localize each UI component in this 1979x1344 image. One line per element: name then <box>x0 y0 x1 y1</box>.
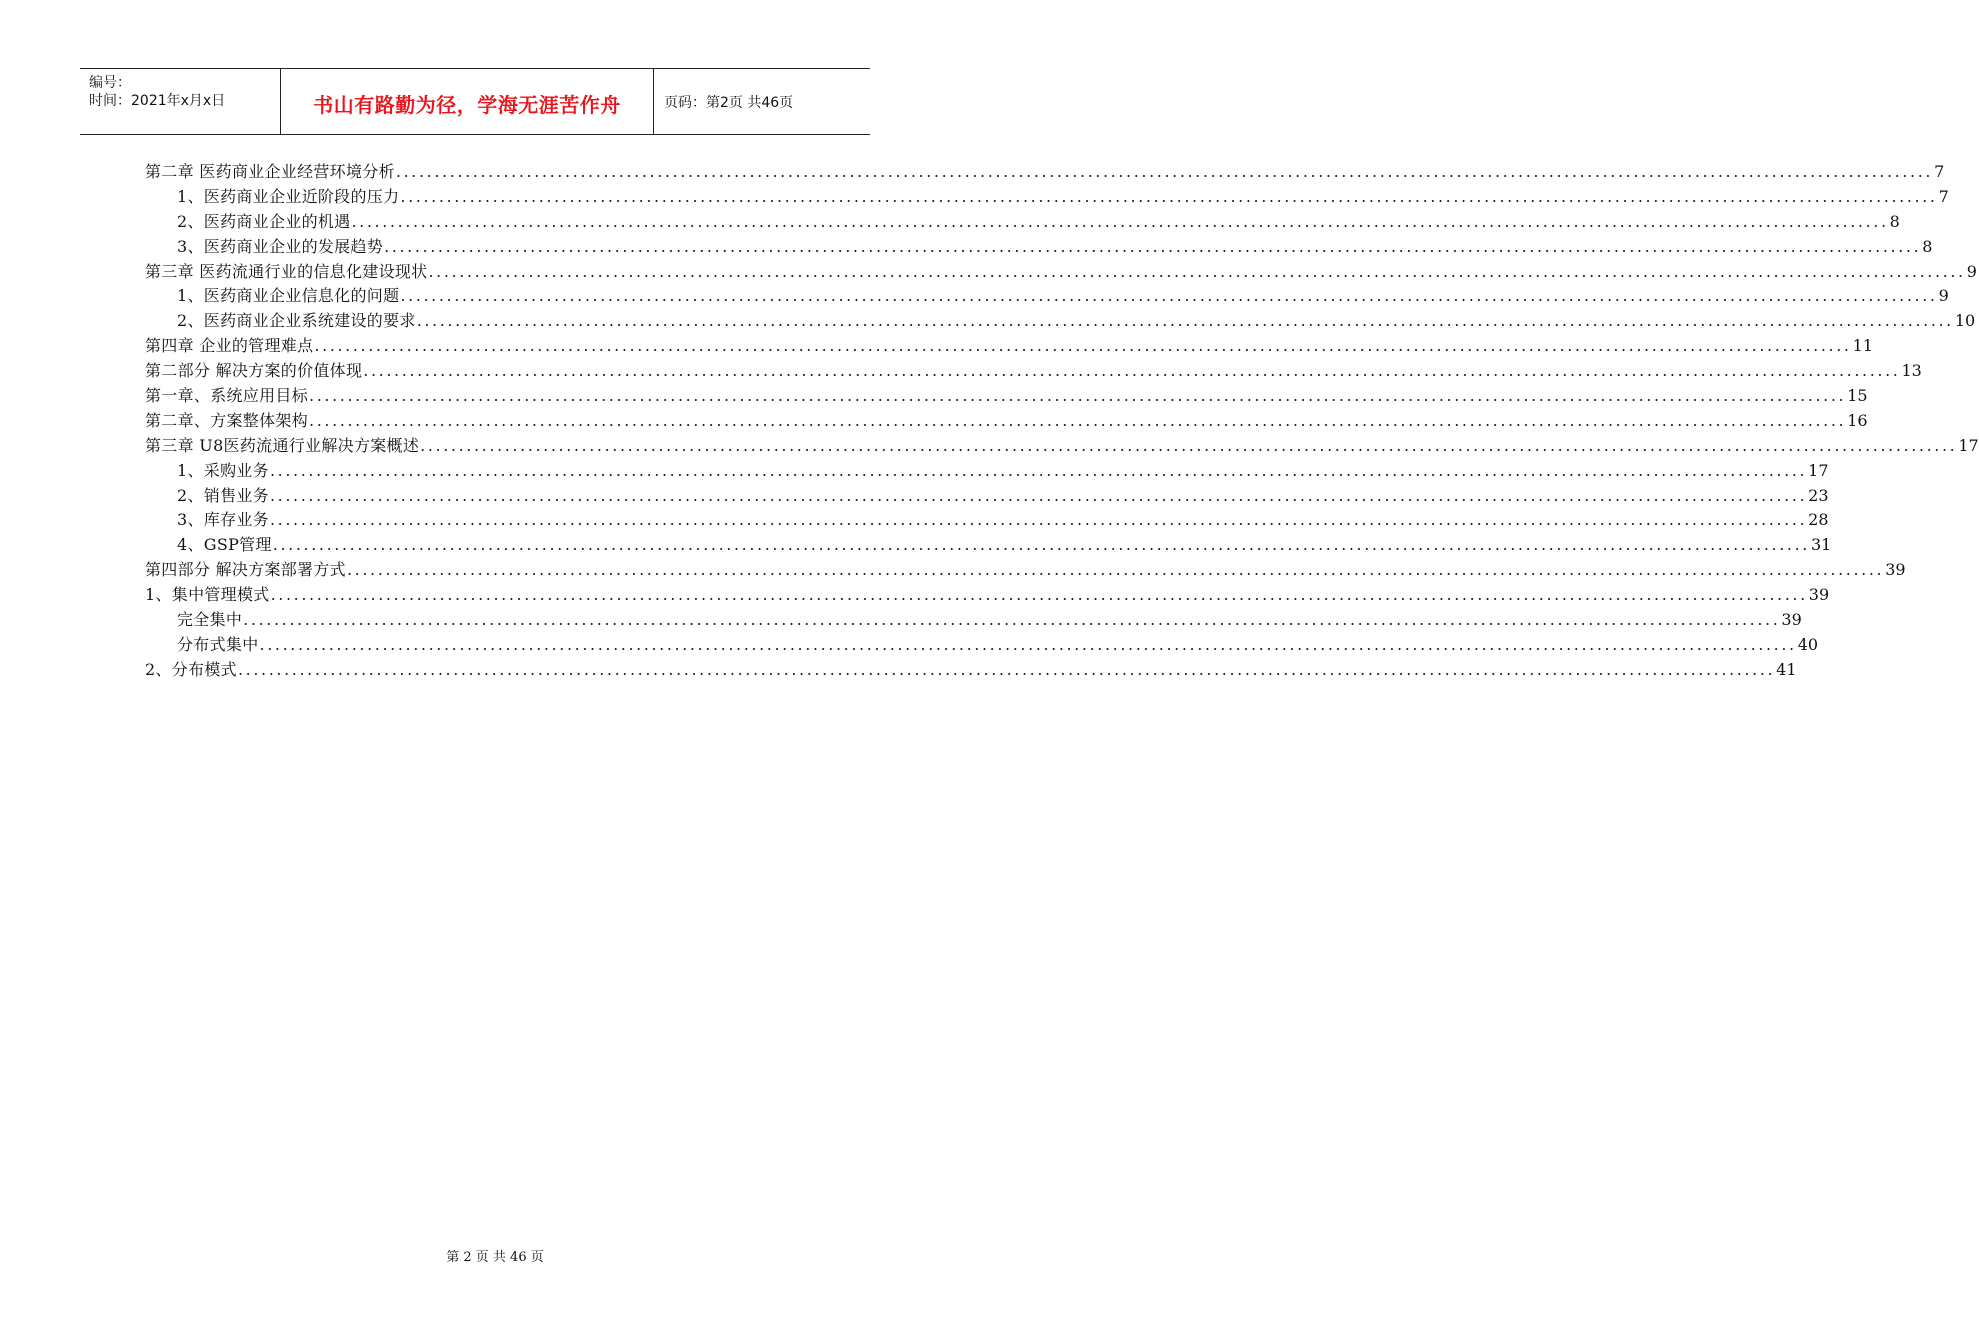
toc-entry-title: 第四部分 解决方案部署方式 <box>145 560 346 580</box>
toc-dot-leader: ........................................................................................................................................................................................................ <box>420 435 1958 455</box>
toc-dot-leader: ........................................................................................................................................................................................................ <box>384 236 1922 256</box>
document-number-label: 编号： <box>89 75 131 91</box>
toc-entry[interactable] <box>145 409 1868 434</box>
toc-dot-leader: ........................................................................................................................................................................................................ <box>269 460 1808 480</box>
toc-entry-page: 16 <box>1847 410 1868 430</box>
toc-entry-page: 23 <box>1808 485 1829 505</box>
toc-entry-title: 3、医药商业企业的发展趋势 <box>177 236 384 256</box>
toc-dot-leader: ........................................................................................................................................................................................................ <box>237 659 1776 679</box>
toc-entry[interactable] <box>145 459 1829 484</box>
toc-entry-title: 分布式集中 <box>177 634 259 654</box>
page-footer: 第 2 页 共 46 页 <box>446 1250 544 1265</box>
toc-entry[interactable] <box>145 434 1979 459</box>
toc-entry-title: 1、集中管理模式 <box>145 585 270 605</box>
toc-dot-leader: ........................................................................................................................................................................................................ <box>347 560 1885 580</box>
toc-entry[interactable] <box>145 608 1802 633</box>
toc-entry-title: 3、库存业务 <box>177 510 269 530</box>
toc-entry-page: 8 <box>1922 236 1933 256</box>
toc-entry-page: 40 <box>1797 634 1819 654</box>
toc-entry[interactable] <box>145 260 1977 285</box>
toc-entry[interactable] <box>145 334 1873 359</box>
toc-entry-title: 2、分布模式 <box>145 659 237 679</box>
toc-entry-title: 第三章 U8医药流通行业解决方案概述 <box>145 435 420 455</box>
toc-entry[interactable] <box>145 384 1868 409</box>
toc-entry[interactable] <box>145 633 1819 658</box>
toc-entry[interactable] <box>145 533 1832 558</box>
toc-entry-title: 第二部分 解决方案的价值体现 <box>145 361 363 381</box>
toc-entry[interactable] <box>145 185 1949 210</box>
toc-entry[interactable] <box>145 235 1933 260</box>
toc-dot-leader: ........................................................................................................................................................................................................ <box>309 386 1847 406</box>
toc-entry[interactable] <box>145 583 1830 608</box>
toc-entry[interactable] <box>145 658 1797 683</box>
toc-entry-page: 31 <box>1810 535 1832 555</box>
toc-entry-page: 39 <box>1885 560 1906 580</box>
page-header <box>80 68 870 135</box>
toc-entry-title: 第二章、方案整体架构 <box>145 410 309 430</box>
toc-dot-leader: ........................................................................................................................................................................................................ <box>269 510 1808 530</box>
toc-entry-title: 第四章 企业的管理难点 <box>145 336 314 356</box>
toc-dot-leader: ........................................................................................................................................................................................................ <box>416 311 1954 331</box>
toc-entry-page: 13 <box>1901 361 1922 381</box>
toc-dot-leader: ........................................................................................................................................................................................................ <box>243 610 1781 630</box>
toc-dot-leader: ........................................................................................................................................................................................................ <box>259 634 1797 654</box>
toc-entry-page: 11 <box>1852 336 1873 356</box>
toc-entry-title: 第三章 医药流通行业的信息化建设现状 <box>145 261 428 281</box>
toc-dot-leader: ........................................................................................................................................................................................................ <box>395 162 1934 181</box>
toc-dot-leader: ........................................................................................................................................................................................................ <box>269 485 1808 505</box>
toc-entry-page: 8 <box>1889 211 1900 231</box>
toc-entry-page: 15 <box>1847 386 1868 406</box>
toc-entry-title: 2、医药商业企业系统建设的要求 <box>177 311 416 331</box>
toc-entry[interactable] <box>145 210 1900 235</box>
header-middle-cell <box>281 69 654 134</box>
toc-entry-title: 1、采购业务 <box>177 460 269 480</box>
table-of-contents <box>145 160 1979 683</box>
toc-entry-title: 1、医药商业企业信息化的问题 <box>177 286 400 306</box>
toc-entry-title: 第一章、系统应用目标 <box>145 386 309 406</box>
toc-entry-page: 39 <box>1781 610 1802 630</box>
toc-entry-page: 10 <box>1954 311 1976 331</box>
toc-dot-leader: ........................................................................................................................................................................................................ <box>428 261 1966 281</box>
header-right-cell <box>654 69 870 134</box>
toc-entry-page: 41 <box>1776 659 1797 679</box>
toc-entry[interactable] <box>145 484 1829 509</box>
toc-entry[interactable] <box>145 160 1945 185</box>
toc-entry-title: 1、医药商业企业近阶段的压力 <box>177 186 400 206</box>
header-page-info: 页码：第2页 共46页 <box>664 94 794 111</box>
header-left-cell <box>80 69 281 134</box>
toc-entry-title: 完全集中 <box>177 610 243 630</box>
toc-entry-page: 17 <box>1958 435 1979 455</box>
toc-entry-page: 9 <box>1938 286 1949 306</box>
toc-entry-page: 39 <box>1808 585 1830 605</box>
toc-entry-page: 7 <box>1938 186 1949 206</box>
toc-entry-title: 2、医药商业企业的机遇 <box>177 211 351 231</box>
toc-dot-leader: ........................................................................................................................................................................................................ <box>400 286 1938 306</box>
toc-entry[interactable] <box>145 558 1906 583</box>
toc-entry[interactable] <box>145 359 1922 384</box>
toc-dot-leader: ........................................................................................................................................................................................................ <box>363 361 1901 381</box>
toc-entry-page: 17 <box>1808 460 1829 480</box>
header-motto: 书山有路勤为径，学海无涯苦作舟 <box>313 93 621 117</box>
toc-entry[interactable] <box>145 508 1829 533</box>
toc-entry[interactable] <box>145 309 1976 334</box>
toc-dot-leader: ........................................................................................................................................................................................................ <box>272 535 1810 555</box>
toc-entry-title: 4、GSP管理 <box>177 535 272 555</box>
toc-dot-leader: ........................................................................................................................................................................................................ <box>314 336 1852 356</box>
toc-entry-page: 28 <box>1808 510 1829 530</box>
toc-entry-page: 9 <box>1966 261 1977 281</box>
toc-dot-leader: ........................................................................................................................................................................................................ <box>309 410 1847 430</box>
toc-dot-leader: ........................................................................................................................................................................................................ <box>270 585 1808 605</box>
toc-dot-leader: ........................................................................................................................................................................................................ <box>400 186 1938 206</box>
document-time-label: 时间：2021年x月x日 <box>89 93 226 109</box>
toc-entry-page: 7 <box>1934 162 1945 181</box>
toc-entry-title: 2、销售业务 <box>177 485 269 505</box>
toc-entry-title: 第二章 医药商业企业经营环境分析 <box>145 162 395 181</box>
toc-entry[interactable] <box>145 284 1949 309</box>
toc-dot-leader: ........................................................................................................................................................................................................ <box>351 211 1889 231</box>
